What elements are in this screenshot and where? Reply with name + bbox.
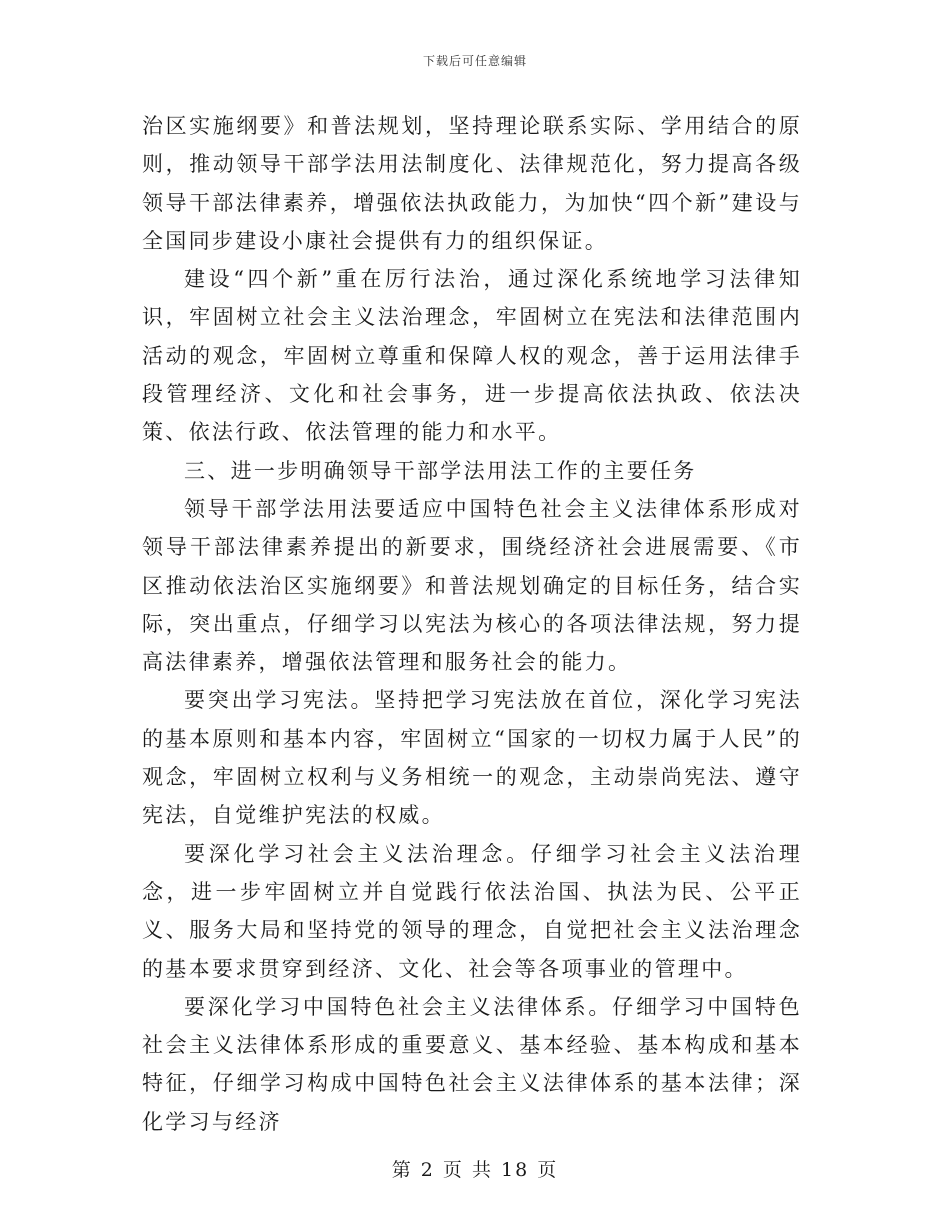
section-heading: 三、进一步明确领导干部学法用法工作的主要任务 — [184, 458, 697, 483]
paragraph: 领导干部学法用法要适应中国特色社会主义法律体系形成对领导干部法律素养提出的新要求，围绕经济社会进展需要、《市区推动依法治区实施纲要》和普法规划确定的目标任务，结合实际，突出重点，仔细学习以宪法为核心的各项法律法规，努力提高法律素养，增强依法管理和服务社会的能力。 — [142, 496, 802, 675]
page-header: 下载后可任意编辑 — [422, 54, 527, 68]
paragraph: 要深化学习社会主义法治理念。仔细学习社会主义法治理念，进一步牢固树立并自觉践行依法治国、执法为民、公平正义、服务大局和坚持党的领导的理念，自觉把社会主义法治理念的基本要求贯穿到经济、文化、社会等各项事业的管理中。 — [142, 841, 802, 981]
page-footer: 第 2 页 共 18 页 — [391, 1159, 559, 1181]
paragraph: 要突出学习宪法。坚持把学习宪法放在首位，深化学习宪法的基本原则和基本内容，牢固树立“国家的一切权力属于人民”的观念，牢固树立权利与义务相统一的观念，主动崇尚宪法、遵守宪法，自觉维护宪法的权威。 — [142, 688, 802, 828]
paragraph: 要深化学习中国特色社会主义法律体系。仔细学习中国特色社会主义法律体系形成的重要意义、基本经验、基本构成和基本特征，仔细学习构成中国特色社会主义法律体系的基本法律；深化学习与经济 — [142, 994, 802, 1134]
paragraph: 治区实施纲要》和普法规划，坚持理论联系实际、学用结合的原则，推动领导干部学法用法制度化、法律规范化，努力提高各级领导干部法律素养，增强依法执政能力，为加快“四个新”建设与全国同步建设小康社会提供有力的组织保证。 — [142, 114, 802, 253]
document-body — [142, 107, 802, 1141]
paragraph: 建设“四个新”重在厉行法治，通过深化系统地学习法律知识，牢固树立社会主义法治理念，牢固树立在宪法和法律范围内活动的观念，牢固树立尊重和保障人权的观念，善于运用法律手段管理经济、文化和社会事务，进一步提高依法执政、依法决策、依法行政、依法管理的能力和水平。 — [142, 267, 802, 445]
